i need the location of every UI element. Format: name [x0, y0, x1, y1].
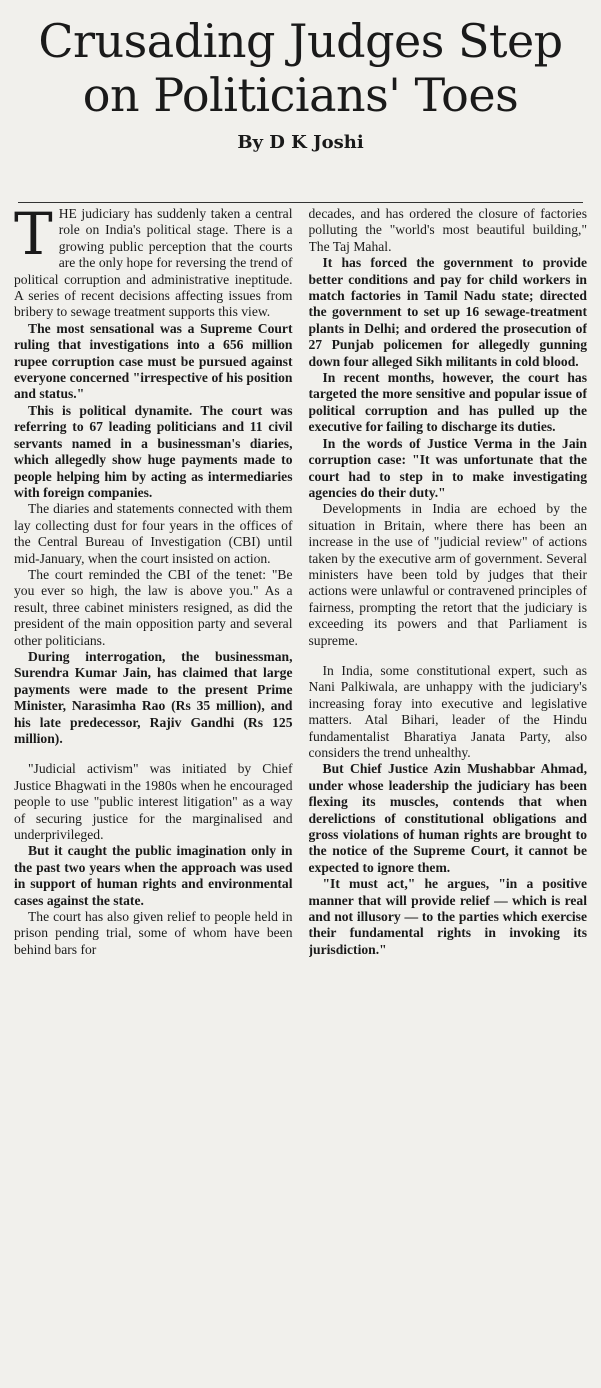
- column-right: [309, 206, 588, 1382]
- paragraph: During interrogation, the businessman, Surendra Kumar Jain, has claimed that large payments were made to the present Prime Minister, Narasimha Rao (Rs 35 million), and his late predecessor, Rajiv Gandhi (Rs 125 million).: [14, 648, 293, 746]
- paragraph: In recent months, however, the court has targeted the more sensitive and popular issue of political corruption and has pulled up the executive for failing to discharge its duties.: [308, 370, 587, 435]
- article-body: [14, 206, 587, 1382]
- headline: [14, 14, 587, 122]
- paragraph: "Judicial activism" was initiated by Chief Justice Bhagwati in the 1980s when he encouraged people to use "public interest litigation" as a way of securing justice for the marginalised and underprivileged.: [14, 761, 293, 843]
- column-rule: [18, 202, 583, 203]
- paragraph: The court has also given relief to people held in prison pending trial, some of whom have been behind bars for: [14, 909, 293, 957]
- paragraph: In the words of Justice Verma in the Jain corruption case: "It was unfortunate that the court had to step in to make investigating agencies do their duty.": [308, 435, 587, 500]
- headline-line-2: on Politicians' Toes: [82, 68, 519, 122]
- paragraph: The most sensational was a Supreme Court ruling that investigations into a 656 million rupee corruption case must be pursued against everyone concerned "irrespective of his position and status.": [14, 320, 293, 402]
- paragraph: Developments in India are echoed by the situation in Britain, where there has been an increase in the use of "judicial review" of actions taken by the executive arm of government. Several ministers have been told by judges that their actions were unlawful or contravened principles of fairness, prompting the retort that the judiciary is exceeding its powers and that Parliament is supreme.: [308, 501, 587, 648]
- paragraph: In India, some constitutional expert, such as Nani Palkiwala, are unhappy with the judiciary's increasing foray into executive and legislative matters. Atal Bihari, leader of the Hindu fundamentalist Bharatiya Janata Party, also considers the trend unhealthy.: [308, 662, 587, 760]
- paragraph: This is political dynamite. The court was referring to 67 leading politicians and 11 civil servants named in a businessman's diaries, which allegedly show huge payments made to people helping him by acting as intermediaries with foreign companies.: [14, 402, 293, 500]
- paragraph: [14, 206, 293, 321]
- paragraph: The diaries and statements connected with them lay collecting dust for four years in the offices of the Central Bureau of Investigation (CBI) until mid-January, when the court insisted on action.: [14, 501, 293, 566]
- paragraph: But it caught the public imagination only in the past two years when the approach was used in support of human rights and environmental cases against the state.: [14, 843, 293, 908]
- paragraph: "It must act," he argues, "in a positive manner that will provide relief — which is real and not illusory — to the parties which exercise their fundamental rights in invoking its jurisdiction.": [308, 876, 587, 957]
- paragraph: But Chief Justice Azin Mushabbar Ahmad, under whose leadership the judiciary has been flexing its muscles, contends that when derelictions of constitutional obligations and gross violations of human rights are brought to the notice of the Supreme Court, it cannot be expected to ignore them.: [308, 761, 587, 875]
- drop-cap: T: [14, 206, 53, 268]
- column-left: [14, 206, 293, 1382]
- byline: By D K Joshi: [237, 132, 364, 153]
- paragraph: The court reminded the CBI of the tenet: "Be you ever so high, the law is above you." As a result, three cabinet ministers resigned, as did the president of the main opposition party and several other politicians.: [14, 566, 293, 648]
- paragraph: It has forced the government to provide better conditions and pay for child workers in match factories in Tamil Nadu state; directed the government to set up 16 sewage-treatment plants in Delhi; and ordered the prosecution of 27 Punjab policemen for allegedly gunning down four alleged Sikh militants in cold blood.: [308, 255, 587, 369]
- newspaper-page: [0, 14, 601, 1388]
- headline-line-1: Crusading Judges Step: [38, 14, 563, 68]
- paragraph: decades, and has ordered the closure of factories polluting the "world's most beautiful building," The Taj Mahal.: [308, 206, 587, 254]
- paragraph-text: HE judiciary has suddenly taken a central role on India's political stage. There is a growing public perception that the courts are the only hope for reversing the trend of political corruption and administrative ineptitude. A series of recent decisions affecting issues from bribery to sewage treatment supports this view.: [14, 206, 293, 320]
